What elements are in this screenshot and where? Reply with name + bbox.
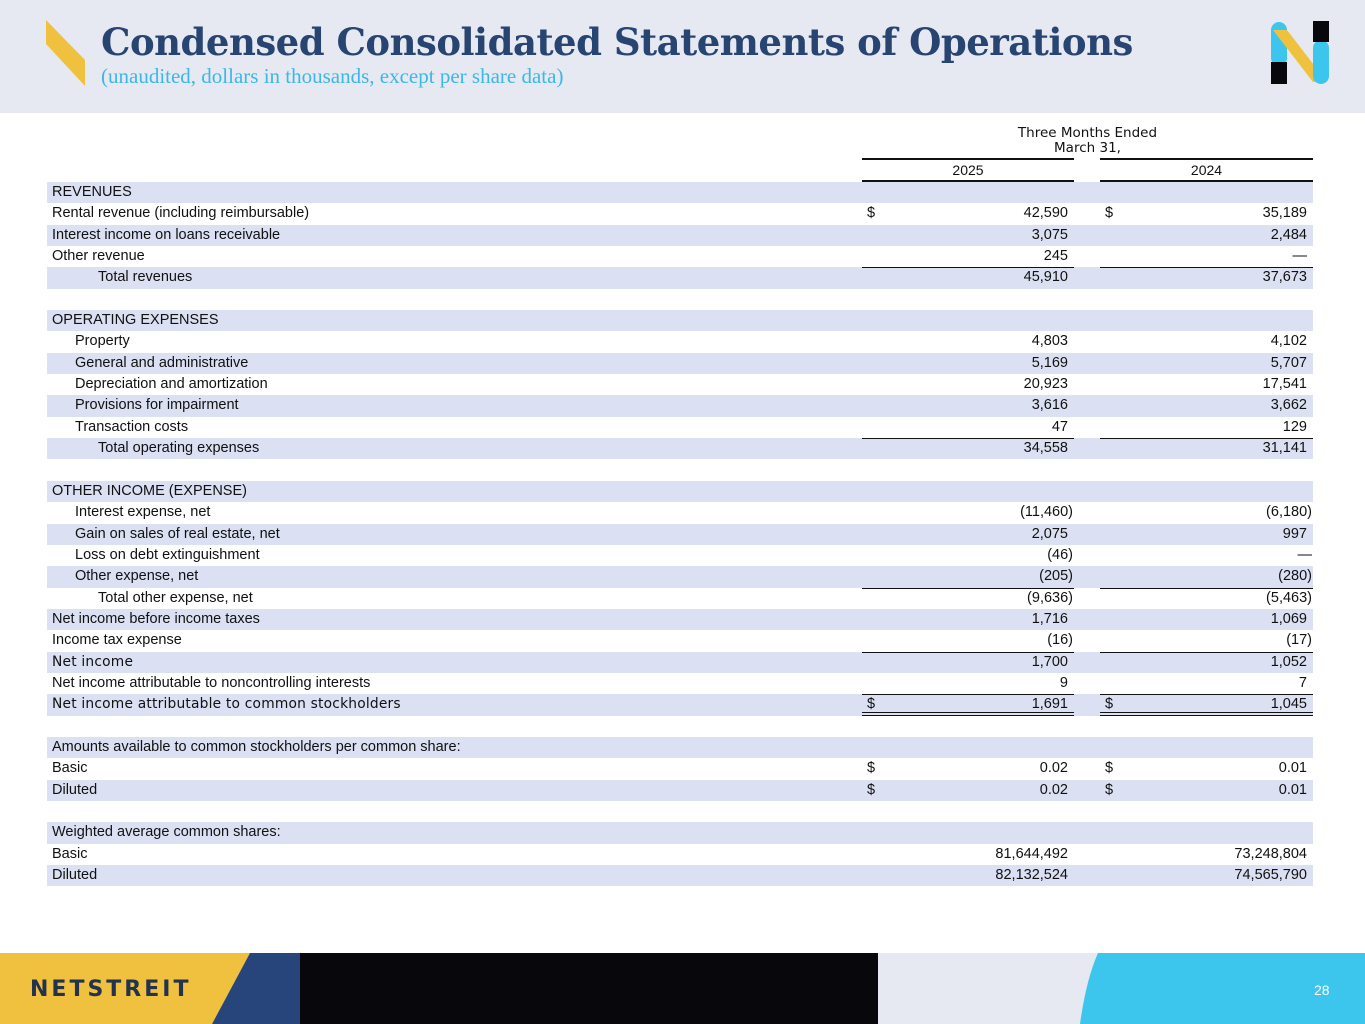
- page-subtitle: (unaudited, dollars in thousands, except per share data): [101, 64, 564, 88]
- column-rule: [862, 417, 1074, 438]
- column-rule: [862, 801, 1074, 822]
- value-2025: 1,691: [1031, 696, 1068, 713]
- column-rule: [1100, 459, 1313, 480]
- value-2025: 47: [1051, 418, 1068, 435]
- column-rule: [862, 737, 1074, 758]
- column-rule: [1100, 246, 1313, 267]
- value-2025: 3,075: [1031, 226, 1068, 243]
- value-2025: 34,558: [1023, 440, 1068, 457]
- column-header-2025: 2025: [862, 158, 1074, 182]
- netstreit-logo-icon: [1269, 20, 1331, 86]
- value-2024: —: [1297, 546, 1312, 563]
- value-2024: —: [1292, 248, 1307, 265]
- column-rule: [1100, 524, 1313, 545]
- table-row: [47, 694, 1313, 715]
- value-2024: 37,673: [1262, 269, 1307, 286]
- value-2024: 0.01: [1278, 781, 1307, 798]
- value-2024: 997: [1282, 525, 1307, 542]
- column-rule: [1100, 417, 1313, 438]
- currency-symbol-2025: $: [867, 205, 876, 222]
- row-label: Basic: [52, 760, 88, 777]
- table-row: [47, 438, 1313, 459]
- row-label: Provisions for impairment: [75, 397, 239, 414]
- column-rule: [862, 246, 1074, 267]
- value-2024: 5,707: [1270, 354, 1307, 371]
- value-2025: 245: [1043, 248, 1068, 265]
- table-row: [47, 353, 1313, 374]
- value-2024: 1,045: [1270, 696, 1307, 713]
- value-2024: 3,662: [1270, 397, 1307, 414]
- value-2025: (9,636): [1027, 589, 1073, 606]
- table-row: [47, 246, 1313, 267]
- column-rule: [862, 630, 1074, 651]
- table-row: [47, 524, 1313, 545]
- column-rule: [1100, 481, 1313, 502]
- table-row: [47, 374, 1313, 395]
- table-row: [47, 481, 1313, 502]
- column-rule: [1100, 310, 1313, 331]
- table-row: [47, 459, 1313, 480]
- column-header-2024: 2024: [1100, 158, 1313, 182]
- row-label: Loss on debt extinguishment: [75, 546, 260, 563]
- value-2024: 35,189: [1262, 205, 1307, 222]
- statement-table: [47, 182, 1313, 886]
- value-2025: 0.02: [1039, 781, 1068, 798]
- value-2025: 5,169: [1031, 354, 1068, 371]
- value-2024: 2,484: [1270, 226, 1307, 243]
- value-2024: (17): [1286, 632, 1312, 649]
- slide-footer: [0, 953, 1365, 1024]
- period-header: [862, 126, 1313, 156]
- table-row: [47, 822, 1313, 843]
- row-label: Rental revenue (including reimbursable): [52, 205, 310, 222]
- column-rule: [862, 673, 1074, 694]
- value-2024: 73,248,804: [1234, 845, 1307, 862]
- footer-band: [0, 953, 1365, 1024]
- column-rule: [862, 481, 1074, 502]
- table-row: [47, 545, 1313, 566]
- page-title: Condensed Consolidated Statements of Operations: [101, 20, 1133, 64]
- row-label: Interest income on loans receivable: [52, 226, 281, 243]
- chevron-accent-icon: [46, 20, 86, 86]
- value-2024: 74,565,790: [1234, 867, 1307, 883]
- value-2025: 42,590: [1023, 205, 1068, 222]
- row-label: General and administrative: [75, 354, 249, 371]
- value-2025: (46): [1047, 546, 1073, 563]
- currency-symbol-2025: $: [867, 760, 876, 777]
- value-2024: 7: [1298, 674, 1307, 691]
- row-label: Net income before income taxes: [52, 610, 260, 627]
- table-row: [47, 865, 1313, 886]
- currency-symbol-2024: $: [1105, 205, 1114, 222]
- value-2025: 9: [1059, 674, 1068, 691]
- value-2024: (6,180): [1266, 504, 1312, 521]
- value-2025: 45,910: [1023, 269, 1068, 286]
- value-2025: 1,700: [1031, 653, 1068, 670]
- value-2025: (205): [1039, 568, 1073, 585]
- column-rule: [862, 822, 1074, 843]
- row-label: REVENUES: [52, 184, 132, 200]
- value-2025: (16): [1047, 632, 1073, 649]
- page-number: 28: [1314, 982, 1330, 998]
- column-rule: [862, 182, 1074, 203]
- row-label: OPERATING EXPENSES: [52, 312, 219, 329]
- row-label: Interest expense, net: [75, 504, 211, 521]
- table-row: [47, 844, 1313, 865]
- row-label: Diluted: [52, 867, 98, 883]
- table-row: [47, 716, 1313, 737]
- table-row: [47, 289, 1313, 310]
- table-row: [47, 780, 1313, 801]
- slide-header: [0, 0, 1365, 113]
- value-2024: 31,141: [1262, 440, 1307, 457]
- period-header-line1: Three Months Ended: [1017, 125, 1158, 141]
- value-2024: 1,052: [1270, 653, 1307, 670]
- column-rule: [1100, 545, 1313, 566]
- period-header-line2: March 31,: [1054, 140, 1121, 156]
- column-rule: [1100, 822, 1313, 843]
- value-2024: (280): [1278, 568, 1312, 585]
- row-label: Other expense, net: [75, 568, 199, 585]
- currency-symbol-2025: $: [867, 781, 876, 798]
- column-rule: [1100, 737, 1313, 758]
- row-label: Total revenues: [98, 269, 193, 286]
- table-row: [47, 630, 1313, 651]
- row-label: Total other expense, net: [98, 589, 253, 606]
- row-label: Income tax expense: [52, 632, 182, 649]
- value-2024: (5,463): [1266, 589, 1312, 606]
- column-rule: [1100, 289, 1313, 310]
- column-rule: [862, 716, 1074, 737]
- value-2024: 1,069: [1270, 610, 1307, 627]
- column-rule: [862, 545, 1074, 566]
- table-row: [47, 310, 1313, 331]
- table-row: [47, 737, 1313, 758]
- value-2025: 3,616: [1031, 397, 1068, 414]
- column-rule: [1100, 182, 1313, 203]
- table-row: [47, 331, 1313, 352]
- table-row: [47, 203, 1313, 224]
- table-row: [47, 609, 1313, 630]
- table-row: [47, 673, 1313, 694]
- table-row: [47, 417, 1313, 438]
- row-label: Diluted: [52, 781, 98, 798]
- column-rule: [862, 310, 1074, 331]
- brand-wordmark: NETSTREIT: [30, 977, 192, 1002]
- currency-symbol-2024: $: [1105, 781, 1114, 798]
- table-row: [47, 652, 1313, 673]
- row-label: Transaction costs: [75, 418, 189, 435]
- table-row: [47, 566, 1313, 587]
- value-2024: 4,102: [1270, 333, 1307, 350]
- currency-symbol-2024: $: [1105, 760, 1114, 777]
- value-2025: 81,644,492: [995, 845, 1068, 862]
- value-2025: (11,460): [1020, 504, 1073, 521]
- row-label: Total operating expenses: [98, 440, 260, 457]
- row-label: Other revenue: [52, 248, 145, 265]
- value-2024: 129: [1282, 418, 1307, 435]
- column-rule: [1100, 716, 1313, 737]
- table-row: [47, 758, 1313, 779]
- table-row: [47, 502, 1313, 523]
- value-2025: 0.02: [1039, 760, 1068, 777]
- value-2024: 17,541: [1262, 376, 1307, 393]
- column-rule: [1100, 630, 1313, 651]
- column-rule: [862, 289, 1074, 310]
- currency-symbol-2024: $: [1105, 696, 1114, 713]
- row-label: Net income attributable to common stockholders: [52, 696, 401, 713]
- row-label: Property: [75, 333, 130, 350]
- table-row: [47, 801, 1313, 822]
- row-label: Net income: [52, 653, 134, 670]
- table-row: [47, 395, 1313, 416]
- currency-symbol-2025: $: [867, 696, 876, 713]
- value-2025: 82,132,524: [995, 867, 1068, 883]
- value-2025: 2,075: [1031, 525, 1068, 542]
- table-row: [47, 588, 1313, 609]
- table-row: [47, 225, 1313, 246]
- row-label: Net income attributable to noncontrolling interests: [52, 674, 371, 691]
- value-2025: 20,923: [1023, 376, 1068, 393]
- table-row: [47, 182, 1313, 203]
- row-label: OTHER INCOME (EXPENSE): [52, 482, 247, 499]
- column-rule: [862, 459, 1074, 480]
- column-rule: [1100, 801, 1313, 822]
- row-label: Amounts available to common stockholders per common share:: [52, 738, 461, 755]
- table-row: [47, 267, 1313, 288]
- row-label: Weighted average common shares:: [52, 824, 281, 841]
- row-label: Basic: [52, 845, 88, 862]
- row-label: Gain on sales of real estate, net: [75, 525, 280, 542]
- row-label: Depreciation and amortization: [75, 376, 268, 393]
- value-2024: 0.01: [1278, 760, 1307, 777]
- column-rule: [1100, 673, 1313, 694]
- value-2025: 4,803: [1031, 333, 1068, 350]
- value-2025: 1,716: [1031, 610, 1068, 627]
